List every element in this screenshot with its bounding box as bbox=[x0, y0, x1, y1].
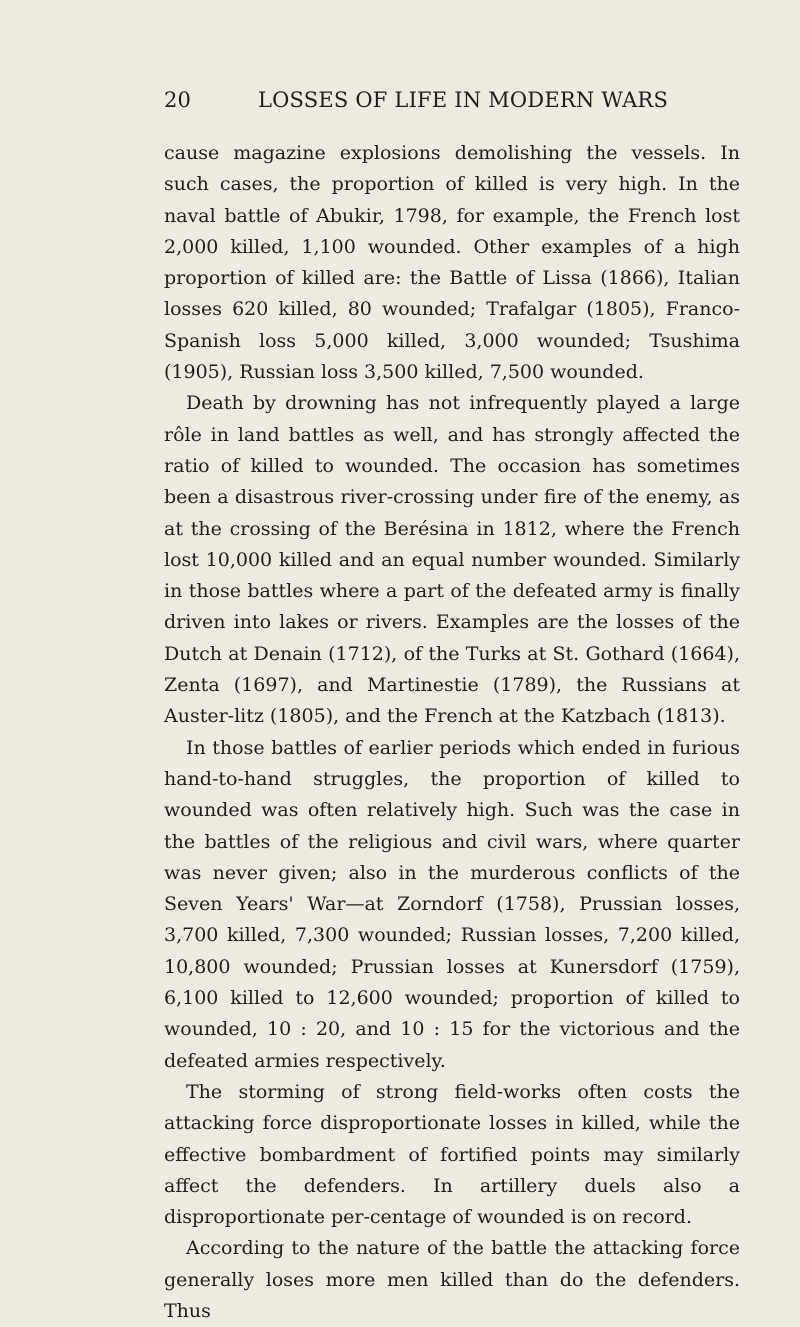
page-number: 20 bbox=[164, 88, 192, 112]
body-text bbox=[164, 138, 740, 1327]
paragraph-attacking-force: According to the nature of the battle the attacking force generally loses more men killed than do the defenders. Thus bbox=[164, 1237, 740, 1322]
paragraph-field-works: The storming of strong field-works often costs the attacking force disproportionate losses in killed, while the effective bombardment of fortified points may similarly affect the defenders. In artillery duels also a disproportionate per-centage of wounded is on record. bbox=[164, 1080, 740, 1229]
paragraph-hand-to-hand: In those battles of earlier periods which ended in furious hand-to-hand struggles, the proportion of killed to wounded was often relatively high. Such was the case in the battles of the religious and civil wars, where quarter was never given; also in the murderous conflicts of the Seven Years' War—at Zorndorf (1758), Prussian losses, 3,700 killed, 7,300 wounded; Russian losses, 7,200 killed, 10,800 wounded; Prussian losses at Kunersdorf (1759), 6,100 killed to 12,600 wounded; proportion of killed to wounded, 10 : 20, and 10 : 15 for the victorious and the defeated armies respectively. bbox=[164, 736, 740, 1072]
running-title: LOSSES OF LIFE IN MODERN WARS bbox=[258, 88, 669, 112]
paragraph-continuation: cause magazine explosions demolishing the vessels. In such cases, the proportion of killed is very high. In the naval battle of Abukir, 1798, for example, the French lost 2,000 killed, 1,100 wounded. Other examples of a high proportion of killed are: the Battle of Lissa (1866), Italian losses 620 killed, 80 wounded; Trafalgar (1805), Franco-Spanish loss 5,000 killed, 3,000 wounded; Tsushima (1905), Russian loss 3,500 killed, 7,500 wounded. bbox=[164, 142, 740, 384]
page-header bbox=[164, 88, 740, 120]
paragraph-drowning: Death by drowning has not infrequently played a large rôle in land battles as well, and has strongly affected the ratio of killed to wounded. The occasion has sometimes been a disastrous river-crossing under fire of the enemy, as at the crossing of the Berésina in 1812, where the French lost 10,000 killed and an equal number wounded. Similarly in those battles where a part of the defeated army is finally driven into lakes or rivers. Examples are the losses of the Dutch at Denain (1712), of the Turks at St. Gothard (1664), Zenta (1697), and Martinestie (1789), the Russians at Auster-litz (1805), and the French at the Katzbach (1813). bbox=[164, 392, 740, 728]
